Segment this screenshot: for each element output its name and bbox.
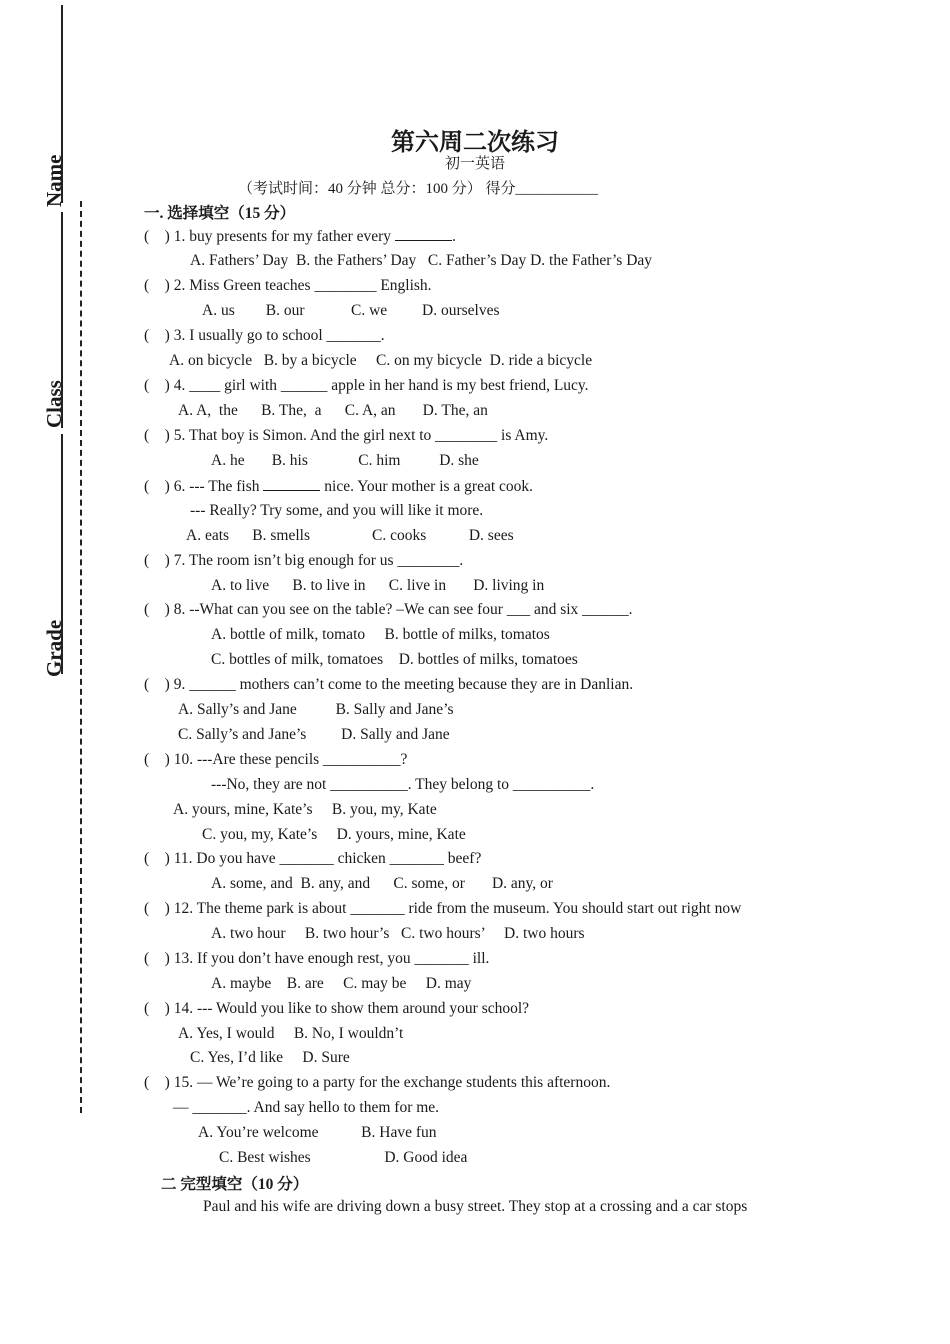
question-6 <box>144 476 533 497</box>
question-text-end: nice. Your mother is a great cook. <box>324 478 534 495</box>
question-12-options: A. two hour B. two hour’s C. two hours’ D. two hours <box>211 925 585 942</box>
page-subtitle: 初一英语 <box>444 156 505 172</box>
question-14-options-a: A. Yes, I would B. No, I wouldn’t <box>178 1025 404 1042</box>
question-4: ( ) 4. ____ girl with ______ apple in her hand is my best friend, Lucy. <box>144 377 589 394</box>
name-label: Name <box>42 154 66 207</box>
question-13: ( ) 13. If you don’t have enough rest, you _______ ill. <box>144 950 490 967</box>
question-15-options-a: A. You’re welcome B. Have fun <box>198 1124 437 1141</box>
question-15: ( ) 15. — We’re going to a party for the exchange students this afternoon. <box>144 1074 611 1091</box>
question-5-options: A. he B. his C. him D. she <box>211 452 479 469</box>
question-15-options-b: C. Best wishes D. Good idea <box>219 1149 468 1166</box>
binding-dashed-line <box>80 201 82 1113</box>
question-4-options: A. A, the B. The, a C. A, an D. The, an <box>178 402 488 419</box>
class-label: Class <box>42 380 66 428</box>
question-5: ( ) 5. That boy is Simon. And the girl next to ________ is Amy. <box>144 427 549 444</box>
question-6-reply: --- Really? Try some, and you will like it more. <box>190 502 484 519</box>
section-heading: 一. 选择填空（15 分） <box>144 205 296 222</box>
question-12: ( ) 12. The theme park is about _______ ride from the museum. You should start out right now <box>144 900 742 917</box>
question-14: ( ) 14. --- Would you like to show them around your school? <box>144 1000 530 1017</box>
question-7-options: A. to live B. to live in C. live in D. living in <box>211 577 545 594</box>
question-3-options: A. on bicycle B. by a bicycle C. on my bicycle D. ride a bicycle <box>169 352 593 369</box>
answer-blank <box>263 476 320 491</box>
section-heading: 二 完型填空（10 分） <box>161 1176 309 1193</box>
question-13-options: A. maybe B. are C. may be D. may <box>211 975 472 992</box>
question-10-reply: ---No, they are not __________. They belong to __________. <box>211 776 595 793</box>
question-14-options-b: C. Yes, I’d like D. Sure <box>190 1049 350 1066</box>
question-2: ( ) 2. Miss Green teaches ________ English. <box>144 277 432 294</box>
question-8: ( ) 8. --What can you see on the table? –We can see four ___ and six ______. <box>144 601 633 618</box>
page-title: 第六周二次练习 <box>391 130 559 156</box>
question-text-end: . <box>451 228 456 245</box>
question-9-options-b: C. Sally’s and Jane’s D. Sally and Jane <box>178 726 450 743</box>
question-10: ( ) 10. ---Are these pencils __________? <box>144 751 408 768</box>
question-text: ( ) 6. --- The fish <box>144 478 260 495</box>
question-3: ( ) 3. I usually go to school _______. <box>144 327 385 344</box>
question-text: ( ) 1. buy presents for my father every <box>144 228 392 245</box>
cloze-paragraph: Paul and his wife are driving down a busy street. They stop at a crossing and a car stops <box>203 1198 748 1215</box>
exam-info: （考试时间：40 分钟 总分：100 分） 得分___________ <box>238 181 599 197</box>
question-1-options: A. Fathers’ Day B. the Fathers’ Day C. Father’s Day D. the Father’s Day <box>190 252 653 269</box>
question-6-options: A. eats B. smells C. cooks D. sees <box>186 527 514 544</box>
question-8-options-b: C. bottles of milk, tomatoes D. bottles of milks, tomatoes <box>211 651 578 668</box>
question-15-reply: — _______. And say hello to them for me. <box>173 1099 440 1116</box>
question-11-options: A. some, and B. any, and C. some, or D. any, or <box>211 875 553 892</box>
question-8-options-a: A. bottle of milk, tomato B. bottle of milks, tomatos <box>211 626 550 643</box>
question-2-options: A. us B. our C. we D. ourselves <box>202 302 500 319</box>
grade-label: Grade <box>42 619 66 677</box>
question-7: ( ) 7. The room isn’t big enough for us ________. <box>144 552 464 569</box>
question-11: ( ) 11. Do you have _______ chicken _______ beef? <box>144 850 482 867</box>
question-10-options-b: C. you, my, Kate’s D. yours, mine, Kate <box>202 826 466 843</box>
question-9: ( ) 9. ______ mothers can’t come to the meeting because they are in Danlian. <box>144 676 634 693</box>
question-1 <box>144 226 456 247</box>
question-9-options-a: A. Sally’s and Jane B. Sally and Jane’s <box>178 701 454 718</box>
question-10-options-a: A. yours, mine, Kate’s B. you, my, Kate <box>173 801 437 818</box>
answer-blank <box>395 226 452 241</box>
